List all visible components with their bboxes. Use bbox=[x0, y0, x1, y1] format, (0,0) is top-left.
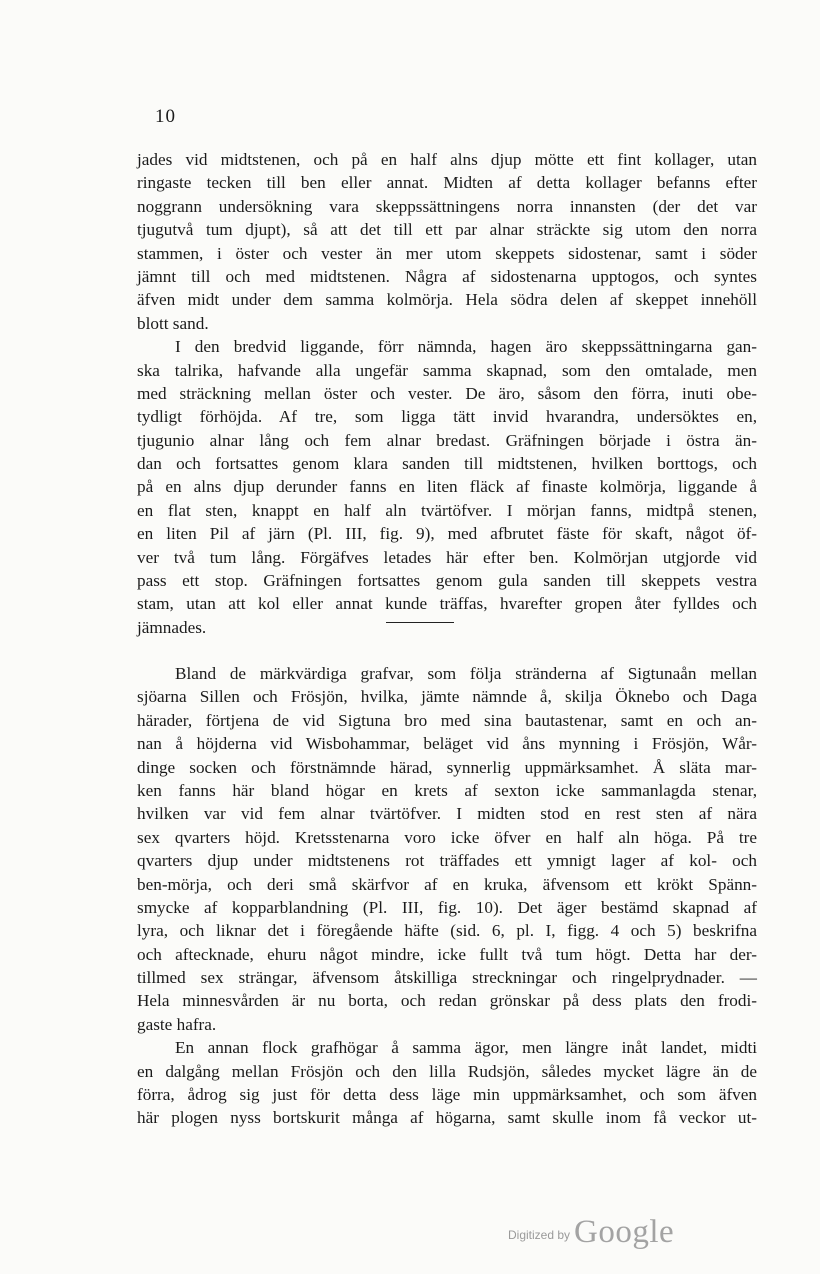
text-line: smycke af kopparblandning (Pl. III, fig. 10). Det äger bestämd skapnad af bbox=[137, 897, 757, 917]
text-line: qvarters djup under midtstenens rot träffades ett ymnigt lager af kol- och bbox=[137, 851, 757, 871]
text-line: och aftecknade, ehuru något mindre, icke fullt två tum högt. Detta har der- bbox=[137, 944, 757, 964]
text-line: här plogen nyss bortskurit många af högarna, samt skulle inom få veckor ut- bbox=[137, 1108, 757, 1128]
digitized-by-footer bbox=[508, 1214, 674, 1251]
text-line: sex qvarters höjd. Kretsstenarna voro icke öfver en half aln höga. På tre bbox=[137, 827, 757, 847]
text-line: hvilken var vid fem alnar tvärtöfver. I midten stod en rest sten af nära bbox=[137, 804, 757, 824]
text-line: tjugunio alnar lång och fem alnar bredast. Gräfningen började i östra än- bbox=[137, 430, 757, 450]
text-line: äfven midt under dem samma kolmörja. Hela södra delen af skeppet innehöll bbox=[137, 290, 757, 310]
google-logo: Google bbox=[574, 1214, 675, 1250]
text-line: härader, förtjena de vid Sigtuna bro med sina bautastenar, samt en och an- bbox=[137, 710, 757, 730]
text-block-top bbox=[137, 148, 757, 639]
text-line: ska talrika, hafvande alla ungefär samma skapnad, som den omtalade, men bbox=[137, 360, 757, 380]
text-line: Hela minnesvården är nu borta, och redan grönskar på dess plats den frodi- bbox=[137, 991, 757, 1011]
text-line: dan och fortsattes genom klara sanden till midtstenen, hvilken borttogs, och bbox=[137, 454, 757, 474]
text-line: en liten Pil af järn (Pl. III, fig. 9), med afbrutet fäste för skaft, något öf- bbox=[137, 524, 757, 544]
paragraph bbox=[137, 662, 757, 1036]
text-line: tillmed sex strängar, äfvensom åtskilliga streckningar och ringelprydnader. — bbox=[137, 968, 757, 988]
text-line: med sträckning mellan öster och vester. De äro, såsom den förra, inuti obe- bbox=[137, 383, 757, 403]
text-line: lyra, och liknar det i föregående häfte (sid. 6, pl. I, figg. 4 och 5) beskrifna bbox=[137, 921, 757, 941]
text-line: en flat sten, knappt en half aln tvärtöfver. I mörjan fanns, midtpå stenen, bbox=[137, 500, 757, 520]
text-line: En annan flock grafhögar å samma ägor, men längre inåt landet, midti bbox=[175, 1038, 757, 1058]
text-line: pass ett stop. Gräfningen fortsattes genom gula sanden till skeppets vestra bbox=[137, 571, 757, 591]
section-divider bbox=[386, 622, 454, 623]
text-line: stam, utan att kol eller annat kunde träffas, hvarefter gropen åter fylldes och bbox=[137, 594, 757, 614]
text-line: ken fanns här bland högar en krets af sexton icke sammanlagda stenar, bbox=[137, 780, 757, 800]
text-line: jämnades. bbox=[137, 617, 207, 637]
text-line: blott sand. bbox=[137, 313, 209, 333]
text-line: tjugutvå tum djupt), så att det till ett par alnar sträckte sig utom den norra bbox=[137, 220, 757, 240]
text-line: stammen, i öster och vester än mer utom skeppets sidostenar, samt i söder bbox=[137, 243, 757, 263]
paragraph bbox=[137, 335, 757, 639]
text-line: gaste hafra. bbox=[137, 1014, 217, 1034]
text-line: förra, ådrog sig just för detta dess läge min uppmärksamhet, och som äfven bbox=[137, 1085, 757, 1105]
text-line: noggrann undersökning vara skeppssättningens norra innansten (der det var bbox=[137, 196, 757, 216]
text-line: sjöarna Sillen och Frösjön, hvilka, jämte nämnde å, skilja Öknebo och Daga bbox=[137, 687, 757, 707]
digitized-by-label: Digitized by bbox=[508, 1228, 571, 1242]
text-line: dinge socken och förstnämnde härad, synnerlig uppmärksamhet. Å släta mar- bbox=[137, 757, 757, 777]
text-line: I den bredvid liggande, förr nämnda, hagen äro skeppssättningarna gan- bbox=[175, 337, 757, 357]
text-line: ringaste tecken till ben eller annat. Midten af detta kollager befanns efter bbox=[137, 173, 757, 193]
text-block-bottom bbox=[137, 662, 757, 1130]
paragraph bbox=[137, 1036, 757, 1130]
text-line: jämnt till och med midtstenen. Några af sidostenarna upptogos, och syntes bbox=[137, 266, 757, 286]
page-number: 10 bbox=[155, 106, 176, 127]
text-line: Bland de märkvärdiga grafvar, som följa stränderna af Sigtunaån mellan bbox=[175, 664, 757, 683]
text-line: jades vid midtstenen, och på en half alns djup mötte ett fint kollager, utan bbox=[137, 150, 757, 169]
text-line: tydligt förhöjda. Af tre, som ligga tätt invid hvarandra, undersöktes en, bbox=[137, 407, 757, 427]
text-line: ver två tum lång. Förgäfves letades här efter ben. Kolmörjan utgjorde vid bbox=[137, 547, 757, 567]
text-line: en dalgång mellan Frösjön och den lilla Rudsjön, således mycket lägre än de bbox=[137, 1061, 757, 1081]
text-line: ben-mörja, och deri små skärfvor af en kruka, äfvensom ett krökt Spänn- bbox=[137, 874, 757, 894]
text-line: på en alns djup derunder fanns en liten fläck af finaste kolmörja, liggande å bbox=[137, 477, 757, 497]
paragraph bbox=[137, 148, 757, 335]
text-line: nan å höjderna vid Wisbohammar, beläget vid åns mynning i Frösjön, Wår- bbox=[137, 734, 757, 754]
